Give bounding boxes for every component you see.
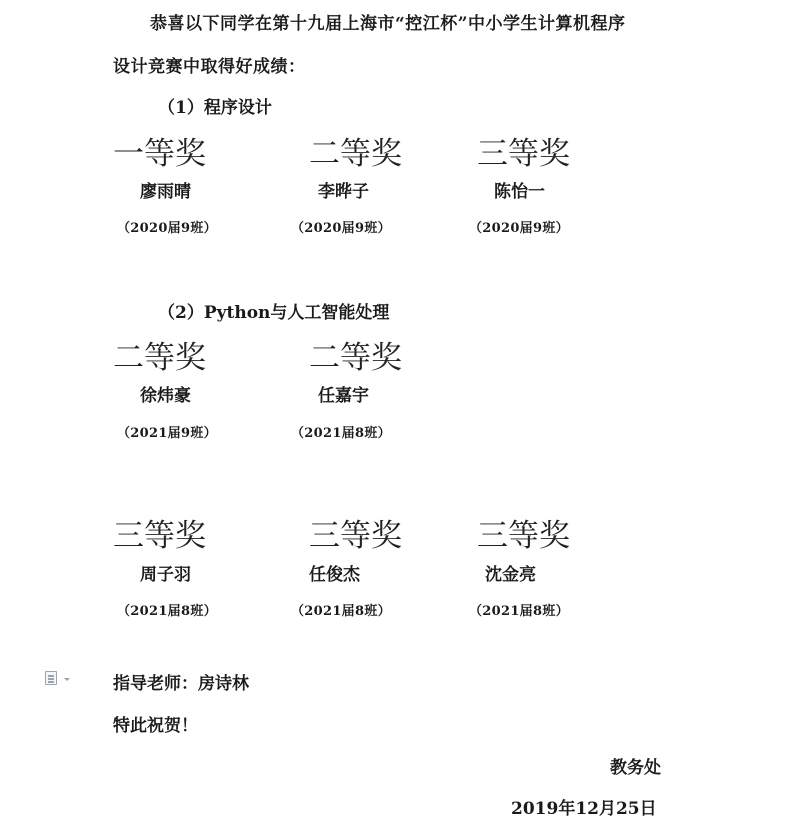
winner-class: （2021届9班） [117,426,217,441]
winner-class: （2021届8班） [291,426,391,441]
winner-class: （2020届9班） [117,221,217,236]
section-title-program-design: （1）程序设计 [158,98,272,118]
winner-name: 任嘉宇 [318,386,369,406]
winner-name: 周子羽 [140,565,191,585]
teacher-line: 指导老师：房诗林 [113,674,249,694]
winner-class: （2021届8班） [291,604,391,619]
intro-line-1: 恭喜以下同学在第十九届上海市“控江杯”中小学生计算机程序 [150,14,626,34]
award-third-prize: 三等奖 [309,518,402,554]
winner-class: （2021届8班） [117,604,217,619]
winner-name: 徐炜豪 [140,386,191,406]
award-second-prize: 二等奖 [309,136,402,172]
winner-name: 廖雨晴 [140,182,191,202]
winner-class: （2020届9班） [291,221,391,236]
award-first-prize: 一等奖 [113,136,206,172]
winner-class: （2021届8班） [469,604,569,619]
section-title-python-ai: （2）Python与人工智能处理 [158,303,390,323]
office-signature: 教务处 [610,758,661,778]
document-icon[interactable] [45,671,57,685]
intro-line-2: 设计竞赛中取得好成绩： [113,57,306,77]
award-third-prize: 三等奖 [477,518,570,554]
winner-name: 李晔子 [318,182,369,202]
congrats-line: 特此祝贺！ [113,716,198,736]
award-second-prize: 二等奖 [309,340,402,376]
award-third-prize: 三等奖 [477,136,570,172]
award-second-prize: 二等奖 [113,340,206,376]
award-third-prize: 三等奖 [113,518,206,554]
document-date: 2019年12月25日 [511,799,657,819]
winner-name: 沈金亮 [485,565,536,585]
chevron-down-icon[interactable] [64,678,70,681]
winner-name: 陈怡一 [494,182,545,202]
winner-class: （2020届9班） [469,221,569,236]
winner-name: 任俊杰 [309,565,360,585]
